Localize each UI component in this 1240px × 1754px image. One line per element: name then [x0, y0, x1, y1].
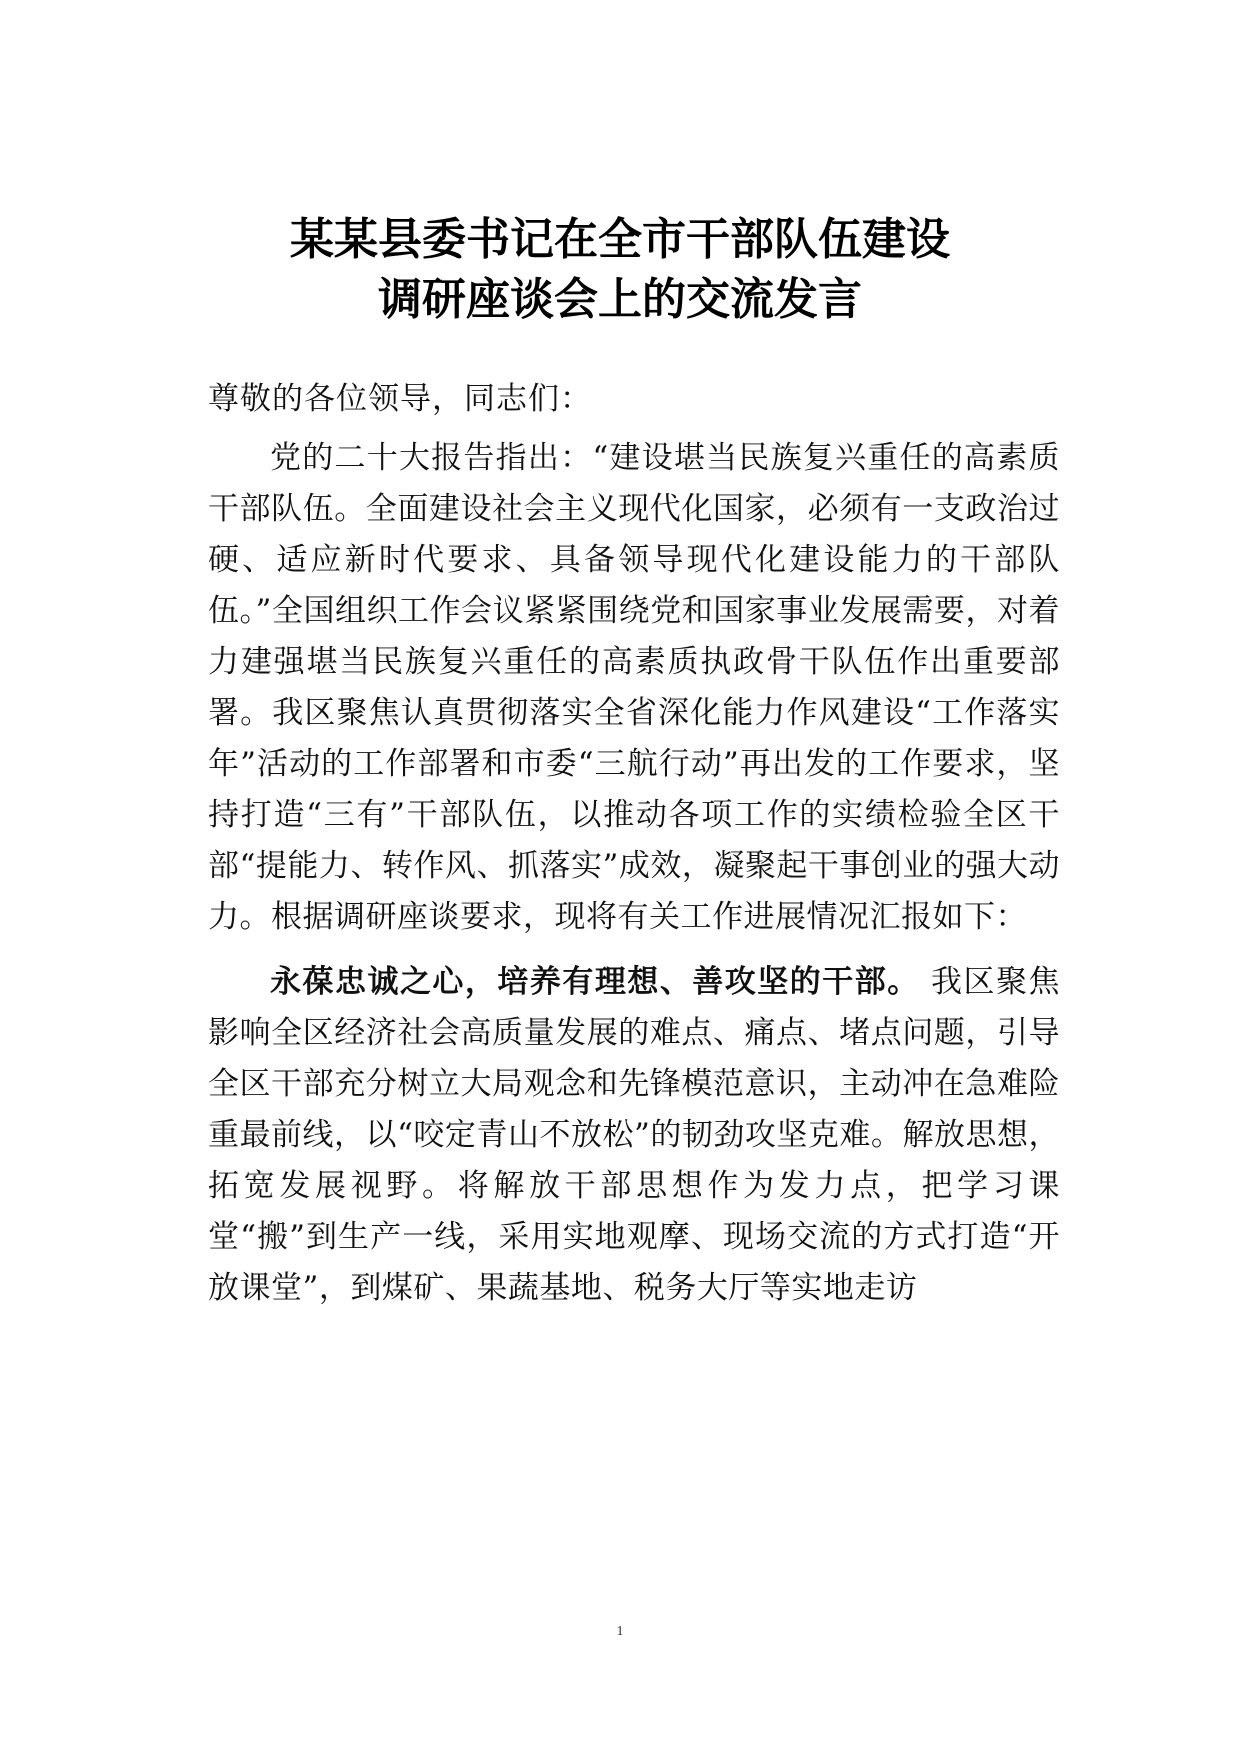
salutation: 尊敬的各位领导，同志们： [208, 381, 592, 417]
paragraph-intro: 党的二十大报告指出：“建设堪当民族复兴重任的高素质干部队伍。全面建设社会主义现代化国家，必须有一支政治过硬、适应新时代要求、具备领导现代化建设能力的干部队伍。”全国组织工作会议紧紧围绕党和国家事业发展需要，对着力建强堪当民族复兴重任的高素质执政骨干队伍作出重要部署。我区聚焦认真贯彻落实全省深化能力作风建设“工作落实年”活动的工作部署和市委“三航行动”再出发的工作要求，坚持打造“三有”干部队伍，以推动各项工作的实绩检验全区干部“提能力、转作风、抓落实”成效，凝聚起干事创业的强大动力。根据调研座谈要求，现将有关工作进展情况汇报如下： [208, 440, 1060, 935]
document-title-line-2: 调研座谈会上的交流发言 [378, 274, 862, 325]
paragraph-loyalty [208, 957, 1060, 1314]
paragraph-lead-heading: 永葆忠诚之心，培养有理想、善攻坚的干部。 [270, 964, 920, 1000]
page-number: 1 [616, 1624, 624, 1639]
paragraph-loyalty-text: 我区聚焦影响全区经济社会高质量发展的难点、痛点、堵点问题，引导全区干部充分树立大局观念和先锋模范意识，主动冲在急难险重最前线，以“咬定青山不放松”的韧劲攻坚克难。解放思想，拓宽发展视野。将解放干部思想作为发力点，把学习课堂“搬”到生产一线，采用实地观摩、现场交流的方式打造“开放课堂”，到煤矿、果蔬基地、税务大厅等实地走访 [208, 964, 1060, 1306]
document-body [208, 374, 1060, 1328]
document-title-line-1: 某某县委书记在全市干部队伍建设 [290, 214, 950, 265]
